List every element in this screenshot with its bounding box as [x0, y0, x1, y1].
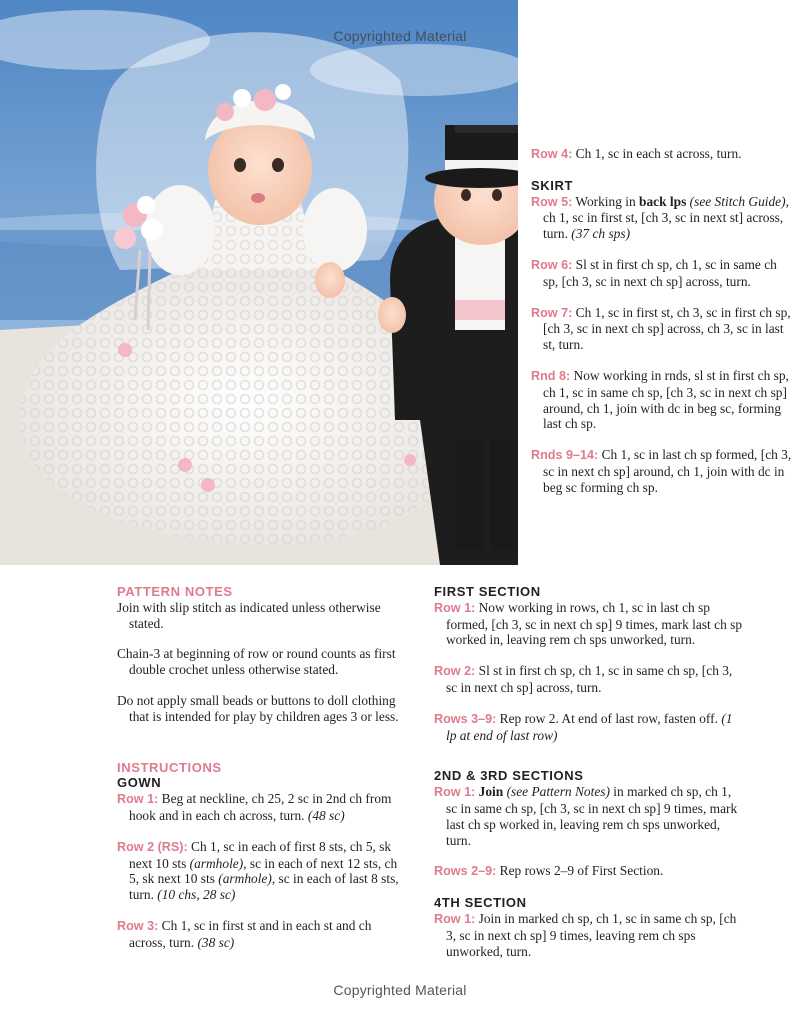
first-rows-3-9-instruction [434, 711, 744, 744]
doll-photo [0, 0, 518, 565]
row-text: Rep rows 2–9 of First Section. [499, 863, 664, 879]
pattern-note: Join with slip stitch as indicated unless otherwise stated. [117, 599, 381, 631]
rnds-9-14-instruction [531, 447, 793, 495]
row-2-instruction [117, 839, 407, 903]
row-4-instruction [531, 146, 793, 163]
row-label: Row 1: [434, 600, 476, 615]
row-text: Ch 1, sc in each of first 8 sts, ch 5, sk next 10 sts [129, 838, 392, 871]
row-1-instruction [117, 791, 407, 824]
row-italic: (48 sc) [307, 807, 345, 823]
watermark-bottom: Copyrighted Material [333, 982, 467, 998]
row-italic: (armhole) [218, 871, 272, 887]
left-column [117, 584, 407, 966]
row-7-instruction [531, 305, 793, 353]
right-column [531, 146, 793, 511]
row-italic: (1 lp at end of last row) [446, 710, 733, 743]
row-label: Row 6: [531, 257, 573, 272]
row-italic: (armhole) [189, 855, 244, 871]
row-label: Row 1: [434, 911, 476, 926]
row-text: Now working in rows, ch 1, sc in last ch sp formed, [ch 3, sc in next ch sp] 9 times, mark last ch sp worked in, leaving rem ch sps unworked, turn. [446, 599, 743, 648]
second-third-sections-heading: 2ND & 3RD SECTIONS [434, 768, 584, 784]
row-text: in marked ch sp, ch 1, sc in same ch sp, [ch 3, sc in next ch sp] 9 times, mark last ch sp worked in, leaving rem ch sps unworked, turn. [446, 784, 738, 848]
row-label: Row 7: [531, 305, 573, 320]
row-text: , sc in each of last 8 sts, turn. [129, 871, 399, 903]
row-text: , sc in each of next 12 sts, ch 5, sk next 10 sts [129, 855, 398, 887]
row-italic: (37 ch sps) [571, 226, 631, 242]
row-italic: (10 chs, 28 sc) [157, 887, 236, 903]
skirt-heading: SKIRT [531, 177, 573, 193]
row-italic: (see Stitch Guide) [689, 193, 786, 209]
row-label: Row 3: [117, 918, 159, 933]
bride-groom-doll-image [0, 0, 518, 565]
row-label: Row 1: [434, 785, 476, 800]
row-bold: back lps [639, 193, 687, 209]
row-text: Ch 1, sc in last ch sp formed, [ch 3, sc in next ch sp] around, ch 1, join with dc in beg sc forming ch sp. [543, 447, 792, 495]
second-rows-2-9-instruction [434, 863, 744, 880]
row-label: Rows 3–9: [434, 711, 497, 726]
fourth-section-heading: 4TH SECTION [434, 895, 527, 911]
row-text: , ch 1, sc in first st, [ch 3, sc in next st] across, turn. [543, 193, 789, 242]
row-text: Ch 1, sc in first st and in each st and ch across, turn. [129, 917, 372, 950]
row-text: Now working in rnds, sl st in first ch sp, ch 1, sc in same ch sp, [ch 3, sc in next ch sp] around, ch 1, join with dc in beg sc, forming last ch sp. [543, 367, 789, 432]
first-row-1-instruction [434, 600, 744, 648]
row-label: Row 2 (RS): [117, 839, 188, 854]
rnd-8-instruction [531, 368, 793, 432]
first-row-2-instruction [434, 663, 744, 696]
row-3-instruction [117, 918, 407, 951]
row-label: Rnds 9–14: [531, 448, 599, 463]
row-text: Working in [575, 193, 640, 209]
row-6-instruction [531, 257, 793, 290]
row-text: Sl st in first ch sp, ch 1, sc in same ch sp, [ch 3, sc in next ch sp] across, turn. [543, 256, 777, 289]
row-bold: Join [478, 784, 504, 800]
row-text: Ch 1, sc in each st across, turn. [575, 146, 742, 161]
pattern-note: Do not apply small beads or buttons to doll clothing that is intended for play by children ages 3 or less. [117, 692, 399, 724]
row-italic: (see Pattern Notes) [506, 784, 610, 800]
fourth-row-1-instruction [434, 911, 744, 959]
middle-column [434, 584, 744, 974]
row-label: Row 5: [531, 194, 573, 209]
watermark-top: Copyrighted Material [333, 28, 467, 44]
row-5-instruction [531, 194, 793, 242]
row-text: Sl st in first ch sp, ch 1, sc in same ch sp, [ch 3, sc in next ch sp] across, turn. [446, 663, 733, 695]
gown-heading: GOWN [117, 775, 162, 791]
row-label: Rows 2–9: [434, 864, 497, 879]
row-label: Rnd 8: [531, 368, 571, 383]
row-label: Row 2: [434, 664, 476, 679]
first-section-heading: FIRST SECTION [434, 584, 541, 599]
instructions-heading: INSTRUCTIONS [117, 759, 222, 775]
row-text: Rep row 2. At end of last row, fasten off. [499, 710, 722, 726]
row-text: Beg at neckline, ch 25, 2 sc in 2nd ch from hook and in each ch across, turn. [129, 791, 392, 823]
row-italic: (38 sc) [197, 934, 235, 950]
row-text: Join in marked ch sp, ch 1, sc in same ch sp, [ch 3, sc in next ch sp] 9 times, leaving rem ch sps unworked, turn. [446, 910, 737, 959]
row-label: Row 1: [117, 792, 159, 807]
pattern-note: Chain-3 at beginning of row or round counts as first double crochet unless otherwise stated. [117, 646, 396, 678]
row-text: Ch 1, sc in first st, ch 3, sc in first ch sp, [ch 3, sc in next ch sp] across, ch 3, sc in last st, turn. [543, 304, 791, 353]
second-row-1-instruction [434, 784, 744, 848]
row-label: Row 4: [531, 147, 573, 161]
pattern-notes-heading: PATTERN NOTES [117, 584, 233, 599]
